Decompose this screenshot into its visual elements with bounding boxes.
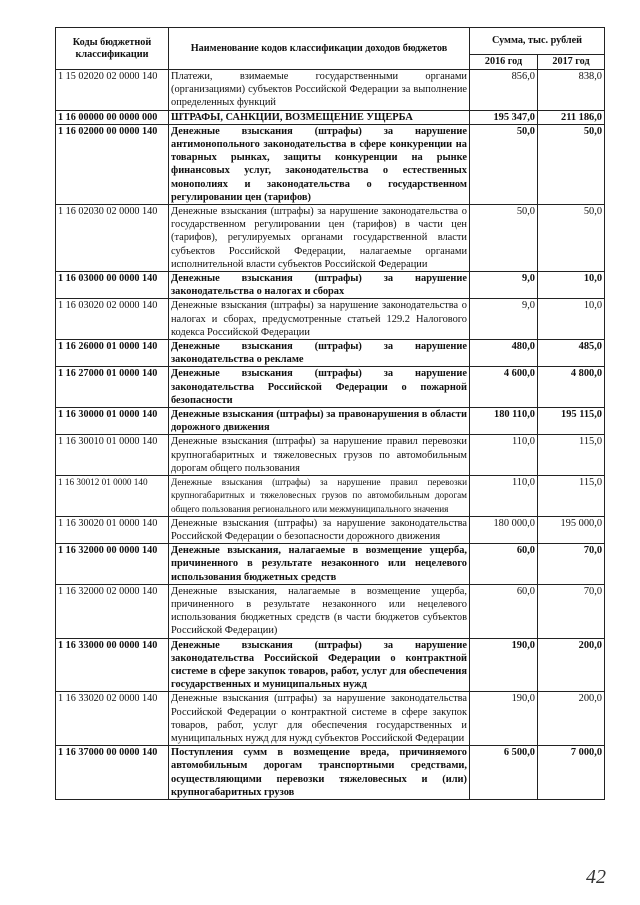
row-name: Денежные взыскания, налагаемые в возмещение ущерба, причиненного в результате незаконного или нецелевого использования бюджетных средств (169, 544, 470, 585)
row-name: Денежные взыскания (штрафы) за правонарушения в области дорожного движения (169, 408, 470, 435)
row-name: Денежные взыскания (штрафы) за нарушение законодательства о государственном регулировании цен (тарифов) в части цен (тарифов), регулируемых органами государственной власти субъектов Российской Федерации, налагаемые органами исполнительной власти субъектов Российской Федерации (169, 205, 470, 272)
table-row (56, 584, 605, 638)
row-value-2016: 4 600,0 (470, 367, 538, 408)
row-code: 1 16 00000 00 0000 000 (56, 110, 169, 124)
row-code: 1 16 02000 00 0000 140 (56, 124, 169, 204)
row-code: 1 16 30020 01 0000 140 (56, 516, 169, 543)
header-year-2016: 2016 год (470, 55, 538, 70)
row-code: 1 15 02020 02 0000 140 (56, 70, 169, 111)
row-code: 1 16 02030 02 0000 140 (56, 205, 169, 272)
row-value-2016: 50,0 (470, 124, 538, 204)
row-code: 1 16 30000 01 0000 140 (56, 408, 169, 435)
table-row (56, 205, 605, 272)
row-value-2017: 10,0 (538, 299, 605, 340)
row-value-2017: 200,0 (538, 692, 605, 746)
table-row (56, 70, 605, 111)
page-number: 42 (586, 866, 606, 888)
row-value-2016: 110,0 (470, 435, 538, 476)
row-value-2017: 485,0 (538, 340, 605, 367)
table-row (56, 692, 605, 746)
row-value-2016: 9,0 (470, 272, 538, 299)
row-value-2016: 195 347,0 (470, 110, 538, 124)
row-value-2017: 115,0 (538, 435, 605, 476)
row-name: Денежные взыскания, налагаемые в возмещение ущерба, причиненного в результате незаконного или нецелевого использования бюджетных средств (в части бюджетов субъектов Российской Федерации) (169, 584, 470, 638)
table-row (56, 408, 605, 435)
row-value-2016: 9,0 (470, 299, 538, 340)
row-value-2017: 195 115,0 (538, 408, 605, 435)
row-name: Денежные взыскания (штрафы) за нарушение законодательства о налогах и сборах (169, 272, 470, 299)
row-name: ШТРАФЫ, САНКЦИИ, ВОЗМЕЩЕНИЕ УЩЕРБА (169, 110, 470, 124)
row-name: Денежные взыскания (штрафы) за нарушение законодательства Российской Федерации о контрактной системе в сфере закупок товаров, работ, услуг для обеспечения государственных и муниципальных нужд (169, 638, 470, 692)
row-value-2017: 70,0 (538, 544, 605, 585)
row-value-2016: 190,0 (470, 638, 538, 692)
row-name: Платежи, взимаемые государственными органами (организациями) субъектов Российской Федерации за выполнение определенных функций (169, 70, 470, 111)
row-value-2017: 10,0 (538, 272, 605, 299)
table-row (56, 544, 605, 585)
row-code: 1 16 32000 00 0000 140 (56, 544, 169, 585)
row-name: Денежные взыскания (штрафы) за нарушение законодательства Российской Федерации о пожарной безопасности (169, 367, 470, 408)
row-name: Денежные взыскания (штрафы) за нарушение правил перевозки крупногабаритных и тяжеловесных грузов по автомобильным дорогам общего пользования (169, 435, 470, 476)
header-name: Наименование кодов классификации доходов бюджетов (169, 28, 470, 70)
row-value-2016: 110,0 (470, 476, 538, 517)
table-row (56, 516, 605, 543)
budget-revenue-table (55, 27, 605, 800)
row-code: 1 16 30010 01 0000 140 (56, 435, 169, 476)
table-row (56, 435, 605, 476)
row-value-2016: 180 000,0 (470, 516, 538, 543)
row-value-2016: 50,0 (470, 205, 538, 272)
row-name: Денежные взыскания (штрафы) за нарушение антимонопольного законодательства в сфере конкуренции на товарных рынках, защиты конкуренции на рынке финансовых услуг, законодательства о естественных монополиях и законодательства о государственном регулировании цен (тарифов) (169, 124, 470, 204)
row-value-2016: 856,0 (470, 70, 538, 111)
row-code: 1 16 37000 00 0000 140 (56, 746, 169, 800)
row-value-2017: 200,0 (538, 638, 605, 692)
row-code: 1 16 30012 01 0000 140 (56, 476, 169, 517)
row-code: 1 16 27000 01 0000 140 (56, 367, 169, 408)
table-body (56, 70, 605, 800)
table-row (56, 746, 605, 800)
table-row (56, 124, 605, 204)
row-value-2016: 180 110,0 (470, 408, 538, 435)
header-sum: Сумма, тыс. рублей (470, 28, 605, 55)
row-code: 1 16 03000 00 0000 140 (56, 272, 169, 299)
row-value-2017: 4 800,0 (538, 367, 605, 408)
row-name: Денежные взыскания (штрафы) за нарушение законодательства о налогах и сборах, предусмотренные статьей 129.2 Налогового кодекса Российской Федерации (169, 299, 470, 340)
header-codes: Коды бюджетной классификации (56, 28, 169, 70)
row-value-2016: 60,0 (470, 584, 538, 638)
table-row (56, 638, 605, 692)
row-code: 1 16 33020 02 0000 140 (56, 692, 169, 746)
row-name: Денежные взыскания (штрафы) за нарушение законодательства о рекламе (169, 340, 470, 367)
row-code: 1 16 26000 01 0000 140 (56, 340, 169, 367)
row-name: Поступления сумм в возмещение вреда, причиняемого автомобильным дорогам транспортными средствами, осуществляющими перевозки тяжеловесных и (или) крупногабаритных грузов (169, 746, 470, 800)
row-value-2017: 195 000,0 (538, 516, 605, 543)
table-row (56, 110, 605, 124)
row-value-2017: 115,0 (538, 476, 605, 517)
table-row (56, 299, 605, 340)
row-value-2017: 70,0 (538, 584, 605, 638)
table-row (56, 367, 605, 408)
row-code: 1 16 33000 00 0000 140 (56, 638, 169, 692)
row-code: 1 16 32000 02 0000 140 (56, 584, 169, 638)
row-name: Денежные взыскания (штрафы) за нарушение правил перевозки крупногабаритных и тяжеловесных грузов по автомобильным дорогам общего пользования регионального или межмуниципального значения (169, 476, 470, 517)
row-code: 1 16 03020 02 0000 140 (56, 299, 169, 340)
table-row (56, 340, 605, 367)
header-year-2017: 2017 год (538, 55, 605, 70)
row-value-2017: 50,0 (538, 205, 605, 272)
table-row (56, 272, 605, 299)
row-value-2016: 190,0 (470, 692, 538, 746)
row-value-2016: 60,0 (470, 544, 538, 585)
row-value-2016: 480,0 (470, 340, 538, 367)
row-value-2017: 838,0 (538, 70, 605, 111)
table-row (56, 476, 605, 517)
row-name: Денежные взыскания (штрафы) за нарушение законодательства Российской Федерации о безопасности дорожного движения (169, 516, 470, 543)
row-value-2017: 7 000,0 (538, 746, 605, 800)
row-value-2017: 211 186,0 (538, 110, 605, 124)
document-page (55, 27, 604, 800)
row-value-2016: 6 500,0 (470, 746, 538, 800)
row-name: Денежные взыскания (штрафы) за нарушение законодательства Российской Федерации о контрактной системе в сфере закупок товаров, работ, услуг для обеспечения государственных и муниципальных нужд для нужд субъектов Российской Федерации (169, 692, 470, 746)
row-value-2017: 50,0 (538, 124, 605, 204)
